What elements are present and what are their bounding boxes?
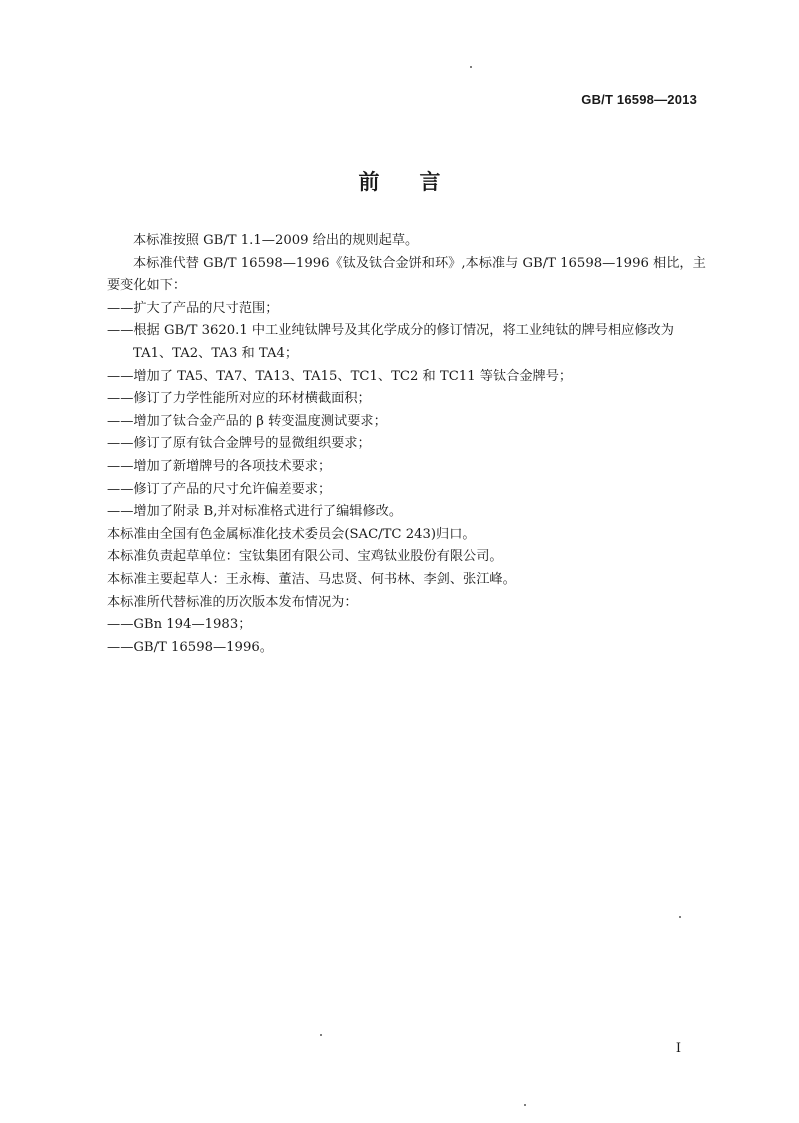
document-body bbox=[107, 230, 707, 659]
info-line-drafters: 本标准主要起草人：王永梅、董洁、马忠贤、何书林、李剑、张江峰。 bbox=[107, 571, 516, 587]
scan-speck bbox=[679, 916, 681, 918]
page-title: 前言 bbox=[358, 170, 481, 194]
page-number: I bbox=[675, 1041, 681, 1056]
paragraph-replacement: 本标准代替 GB/T 16598—1996《钛及钛合金饼和环》,本标准与 GB/T 16598—1996 相比，主要变化如下： bbox=[107, 255, 706, 294]
change-item: ——增加了新增牌号的各项技术要求； bbox=[107, 458, 332, 474]
paragraph-drafting-rule: 本标准按照 GB/T 1.1—2009 给出的规则起草。 bbox=[133, 233, 419, 248]
scan-speck bbox=[524, 1104, 526, 1106]
info-line-history-intro: 本标准所代替标准的历次版本发布情况为： bbox=[107, 594, 358, 610]
change-item: ——根据 GB/T 3620.1 中工业纯钛牌号及其化学成分的修订情况，将工业纯钛的牌号相应修改为 bbox=[107, 323, 674, 339]
info-line-committee: 本标准由全国有色金属标准化技术委员会(SAC/TC 243)归口。 bbox=[107, 526, 476, 542]
change-item: ——修订了力学性能所对应的环材横截面积； bbox=[107, 391, 371, 407]
change-item: ——增加了附录 B,并对标准格式进行了编辑修改。 bbox=[107, 504, 403, 520]
scan-speck bbox=[320, 1034, 322, 1036]
info-line-drafting-units: 本标准负责起草单位：宝钛集团有限公司、宝鸡钛业股份有限公司。 bbox=[107, 549, 503, 565]
change-item: ——修订了产品的尺寸允许偏差要求； bbox=[107, 481, 332, 497]
change-item: ——修订了原有钛合金牌号的显微组织要求； bbox=[107, 436, 371, 452]
change-item-continuation: TA1、TA2、TA3 和 TA4； bbox=[133, 345, 299, 361]
change-item: ——增加了钛合金产品的 β 转变温度测试要求； bbox=[107, 413, 387, 429]
scan-speck bbox=[470, 66, 472, 68]
history-item: ——GB/T 16598—1996。 bbox=[107, 639, 273, 655]
change-item: ——增加了 TA5、TA7、TA13、TA15、TC1、TC2 和 TC11 等钛合金牌号； bbox=[107, 368, 573, 384]
standard-number: GB/T 16598—2013 bbox=[581, 92, 697, 107]
history-item: ——GBn 194—1983； bbox=[107, 617, 252, 633]
change-item: ——扩大了产品的尺寸范围； bbox=[107, 300, 279, 316]
